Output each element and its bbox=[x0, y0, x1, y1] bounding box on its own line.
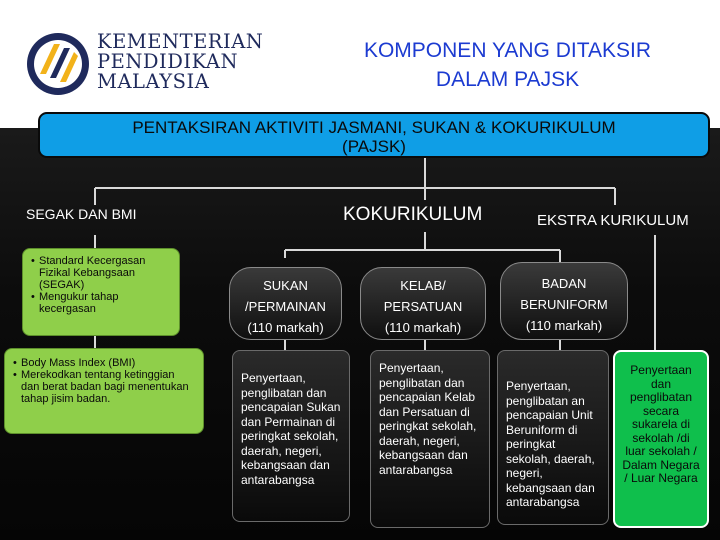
sukan-pill bbox=[229, 267, 342, 340]
slide-title-line-2: DALAM PAJSK bbox=[435, 68, 580, 91]
category-ekstra: EKSTRA KURIKULUM bbox=[537, 212, 689, 229]
beruniform-line-3: (110 markah) bbox=[525, 318, 603, 333]
bmi-item-1: • Body Mass Index (BMI) bbox=[21, 357, 195, 369]
bmi-list bbox=[13, 357, 195, 405]
category-kokurikulum: KOKURIKULUM bbox=[343, 204, 483, 225]
bmi-box bbox=[4, 348, 204, 434]
sukan-line-3: (110 markah) bbox=[247, 320, 324, 335]
segak-list bbox=[31, 255, 171, 315]
bmi-item-2: • Merekodkan tentang ketinggian dan berat badan bagi menentukan tahap jisim badan. bbox=[21, 369, 195, 405]
slide-title-line-1: KOMPONEN YANG DITAKSIR bbox=[363, 39, 652, 62]
kelab-line-3: (110 markah) bbox=[384, 320, 462, 335]
beruniform-pill bbox=[500, 262, 628, 340]
sukan-line-2: /PERMAINAN bbox=[245, 299, 326, 314]
segak-item-1: • Standard Kecergasan Fizikal Kebangsaan (SEGAK) bbox=[39, 255, 171, 291]
segak-box bbox=[22, 248, 180, 336]
ministry-line-1: KEMENTERIAN bbox=[97, 30, 264, 53]
kelab-line-1: KELAB/ bbox=[400, 278, 446, 293]
beruniform-description: Penyertaan, penglibatan an pencapaian Unit Beruniform di peringkat sekolah, daerah, negeri, kebangsaan dan antarabangsa bbox=[497, 350, 609, 525]
ministry-line-2: PENDIDIKAN bbox=[97, 50, 239, 73]
ekstra-description: Penyertaan dan penglibatan secara sukarela di sekolah /di luar sekolah / Dalam Negara / Luar Negara bbox=[613, 350, 709, 528]
beruniform-line-2: BERUNIFORM bbox=[520, 297, 608, 312]
category-segak: SEGAK DAN BMI bbox=[26, 206, 137, 222]
sukan-description: Penyertaan, penglibatan dan pencapaian Sukan dan Permainan di peringkat sekolah, daerah, negeri, kebangsaan dan antarabangsa bbox=[232, 350, 350, 522]
segak-item-2: • Mengukur tahap kecergasan bbox=[39, 291, 171, 315]
beruniform-line-1: BADAN bbox=[541, 276, 587, 291]
pajsk-banner bbox=[38, 112, 710, 158]
kelab-description: Penyertaan, penglibatan dan pencapaian Kelab dan Persatuan di peringkat sekolah, daerah, negeri, kebangsaan dan antarabangsa bbox=[370, 350, 490, 528]
banner-line-2: (PAJSK) bbox=[342, 137, 406, 156]
banner-line-1: PENTAKSIRAN AKTIVITI JASMANI, SUKAN & KOKURIKULUM bbox=[132, 118, 616, 137]
kelab-pill bbox=[360, 267, 486, 340]
ministry-line-3: MALAYSIA bbox=[97, 70, 210, 93]
sukan-line-1: SUKAN bbox=[263, 278, 308, 293]
kelab-line-2: PERSATUAN bbox=[383, 299, 463, 314]
